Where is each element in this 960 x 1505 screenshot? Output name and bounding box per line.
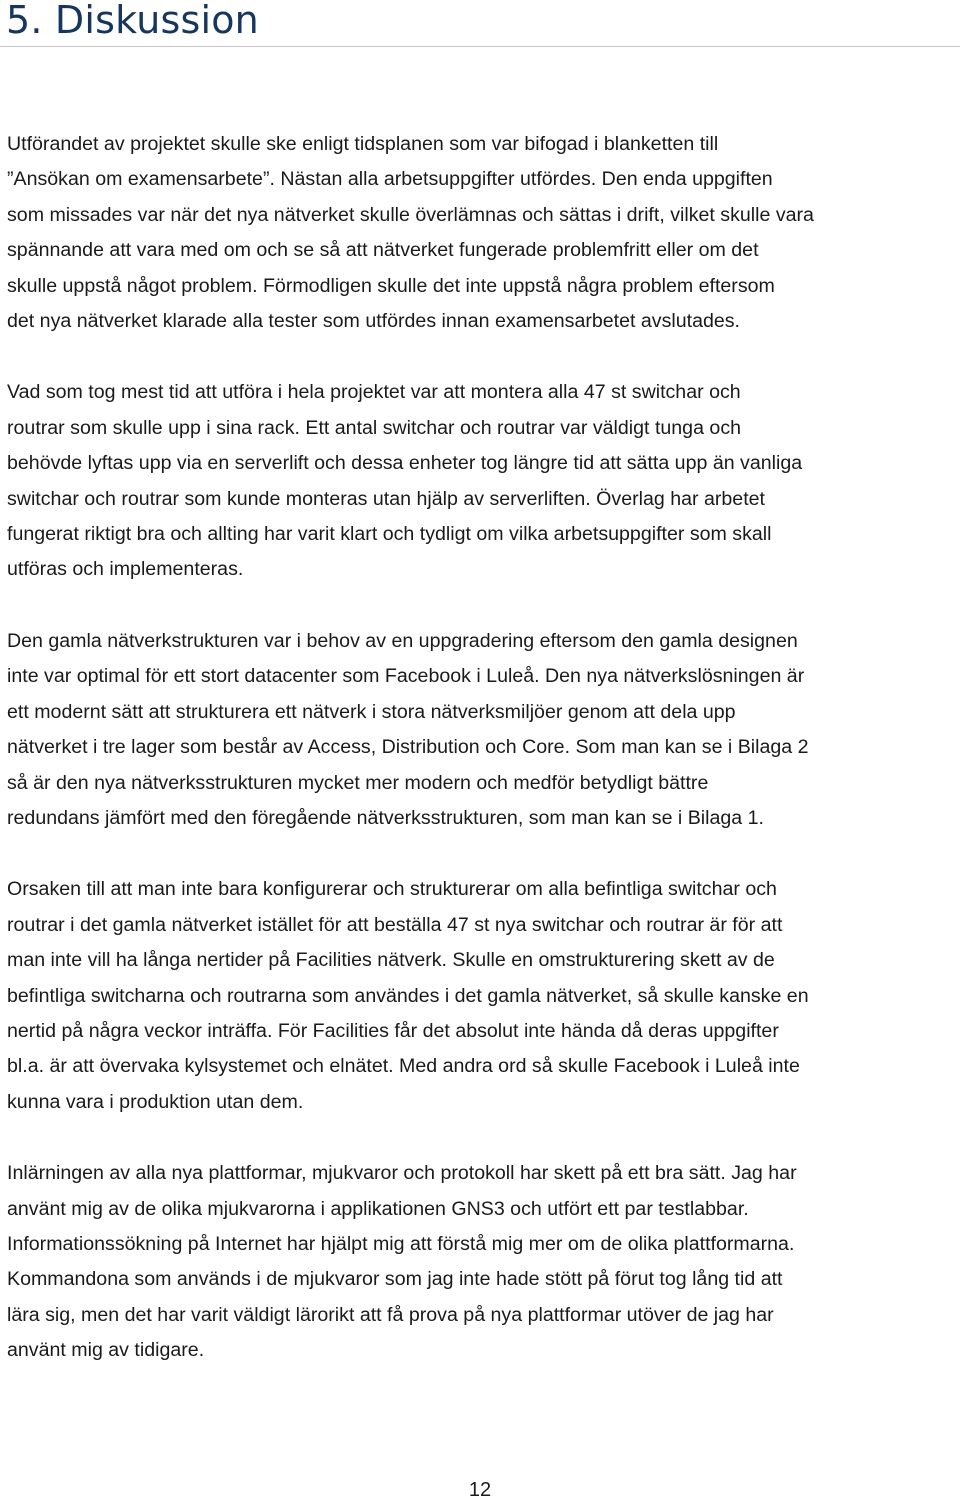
paragraph-2: Vad som tog mest tid att utföra i hela projektet var att montera alla 47 st switchar och routrar som skulle upp i sina rack. Ett antal switchar och routrar var väldigt tunga och behövde lyftas upp via en serverlift och dessa enheter tog längre tid att sätta upp än vanliga switchar och routrar som kunde monteras utan hjälp av serverliften. Överlag har arbetet fungerat riktigt bra och allting har varit klart och tydligt om vilka arbetsuppgifter som skall utföras och implementeras. xyxy=(7,381,803,581)
paragraph-3: Den gamla nätverkstrukturen var i behov av en uppgradering eftersom den gamla designen inte var optimal för ett stort datacenter som Facebook i Luleå. Den nya nätverkslösningen är ett modernt sätt att strukturera ett nätverk i stora nätverksmiljöer genom att dela upp nätverket i tre lager som består av Access, Distribution och Core. Som man kan se i Bilaga 2 så är den nya nätverksstrukturen mycket mer modern och medför betydligt bättre redundans jämfört med den föregående nätverksstrukturen, som man kan se i Bilaga 1. xyxy=(7,629,809,829)
paragraph-4: Orsaken till att man inte bara konfigurerar och strukturerar om alla befintliga switchar och routrar i det gamla nätverket istället för att beställa 47 st nya switchar och routrar är för att man inte vill ha långa nertider på Facilities nätverk. Skulle en omstrukturering skett av de befintliga switcharna och routrarna som användes i det gamla nätverket, så skulle kanske en nertid på några veckor inträffa. För Facilities får det absolut inte hända då deras uppgifter bl.a. är att övervaka kylsystemet och elnätet. Med andra ord så skulle Facebook i Luleå inte kunna vara i produktion utan dem. xyxy=(7,878,809,1113)
heading-divider xyxy=(0,46,960,47)
section-heading: 5. Diskussion xyxy=(6,0,259,42)
body-text xyxy=(7,127,957,1405)
page-number: 12 xyxy=(468,1479,492,1501)
paragraph-5: Inlärningen av alla nya plattformar, mjukvaror och protokoll har skett på ett bra sätt. Jag har använt mig av de olika mjukvarorna i applikationen GNS3 och utfört ett par testlabbar. Informationssökning på Internet har hjälpt mig att förstå mig mer om de olika plattformarna. Kommandona som används i de mjukvaror som jag inte hade stött på förut tog lång tid att lära sig, men det har varit väldigt lärorikt att få prova på nya plattformar utöver de jag har använt mig av tidigare. xyxy=(7,1162,797,1362)
paragraph-1: Utförandet av projektet skulle ske enligt tidsplanen som var bifogad i blanketten till ”Ansökan om examensarbete”. Nästan alla arbetsuppgifter utfördes. Den enda uppgiften som missades var när det nya nätverket skulle överlämnas och sättas i drift, vilket skulle vara spännande att vara med om och se så att nätverket fungerade problemfritt eller om det skulle uppstå något problem. Förmodligen skulle det inte uppstå några problem eftersom det nya nätverket klarade alla tester som utfördes innan examensarbetet avslutades. xyxy=(7,133,814,333)
